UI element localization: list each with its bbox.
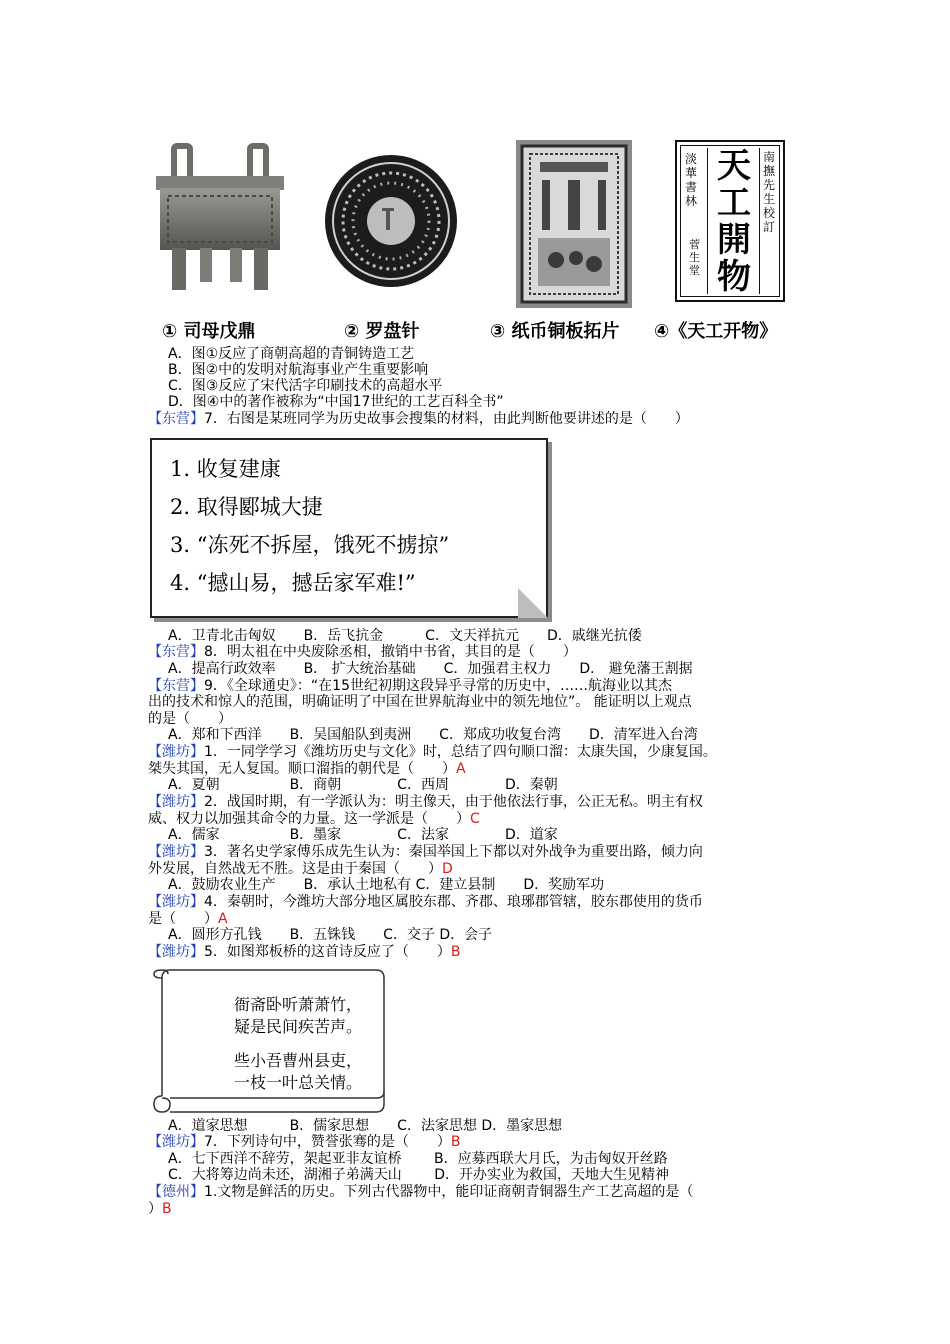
poem-line: 一枝一叶总关情。: [234, 1073, 363, 1092]
q8-stem: [148, 644, 577, 660]
question-text: 7．下列诗句中，赞誉张骞的是（ ）: [204, 1134, 451, 1150]
answer-mark: A: [456, 761, 466, 777]
q6-option-b: B．图②中的发明对航海事业产生重要影响: [168, 362, 429, 378]
yue-fei-card: [150, 438, 548, 618]
caption-1: ① 司母戊鼎: [162, 321, 256, 342]
caption-3: ③ 纸币铜板拓片: [490, 321, 620, 342]
q9-stem-cont: 的是（ ）: [148, 711, 232, 727]
source-tag: 【德州】: [148, 1184, 204, 1200]
question-text: 1.文物是鲜活的历史。下列古代器物中，能印证商朝青铜器生产工艺高超的是（: [204, 1184, 694, 1200]
poem-line: 些小吾曹州县吏，: [234, 1051, 363, 1070]
page-curl-icon: [518, 588, 548, 618]
cover-title-char: 開: [717, 220, 751, 260]
d1-stem-cont: [148, 1201, 172, 1217]
cover-center-column: 菅生堂: [689, 238, 700, 277]
answer-mark: B: [162, 1201, 172, 1217]
w4-stem-cont: [148, 911, 228, 927]
w3-stem: [148, 844, 703, 860]
banknote-rubbing-image: [516, 140, 632, 308]
source-tag: 【东营】: [148, 644, 204, 660]
question-text: 1．一同学学习《潍坊历史与文化》时，总结了四句顺口溜：太康失国，少康复国。: [204, 744, 717, 760]
q9-stem: [148, 678, 672, 694]
q9-stem-cont: 出的技术和惊人的范围，明确证明了中国在世界航海业中的领先地位”。 能证明以上观点: [148, 694, 692, 710]
w5-stem: [148, 944, 461, 960]
card-item: 3. “冻死不拆屋，饿死不掳掠”: [170, 533, 450, 557]
compass-image: [322, 152, 460, 290]
question-text: 桀失其国，无人复国。顺口溜指的朝代是（ ）: [148, 761, 456, 777]
d1-stem: [148, 1184, 693, 1200]
w2-stem-cont: [148, 811, 480, 827]
question-text: 外发展，自然战无不胜。这是由于秦国（ ）: [148, 861, 442, 877]
w2-options: A．儒家 B．墨家 C．法家 D．道家: [168, 827, 558, 843]
tiangong-kaiwu-cover: [675, 140, 785, 302]
w7-options-ab: A．七下西洋不辞劳，架起亚非友谊桥 B．应募西联大月氏，为击匈奴开丝路: [168, 1151, 668, 1167]
cover-right-column: 南撫先生校訂: [763, 150, 776, 234]
question-text: 5．如图郑板桥的这首诗反应了（ ）: [204, 944, 451, 960]
question-text: 是（ ）: [148, 911, 218, 927]
source-tag: 【潍坊】: [148, 844, 204, 860]
source-tag: 【潍坊】: [148, 944, 204, 960]
answer-mark: D: [442, 861, 453, 877]
q7-stem: [148, 411, 689, 427]
q7-options: A．卫青北击匈奴 B．岳飞抗金 C．文天祥抗元 D．戚继光抗倭: [168, 628, 642, 644]
question-text: 7．右图是某班同学为历史故事会搜集的材料，由此判断他要讲述的是（ ）: [204, 411, 689, 427]
w2-stem: [148, 794, 703, 810]
question-text: 4．秦朝时，今潍坊大部分地区属胶东郡、齐郡、琅琊郡管辖，胶东郡使用的货币: [204, 894, 703, 910]
poem-scroll: [148, 966, 388, 1114]
question-text: 8．明太祖在中央废除丞相，撤销中书省，其目的是（ ）: [204, 644, 577, 660]
poem-line: 衙斋卧听萧萧竹，: [234, 995, 363, 1014]
cover-title-char: 天: [717, 146, 751, 186]
q8-options: A．提高行政效率 B． 扩大统治基础 C．加强君主权力 D． 避免藩王割据: [168, 661, 693, 677]
source-tag: 【东营】: [148, 678, 204, 694]
source-tag: 【潍坊】: [148, 744, 204, 760]
q6-option-d: D．图④中的著作被称为“中国17世纪的工艺百科全书”: [168, 394, 504, 410]
q6-option-a: A．图①反应了商朝高超的青铜铸造工艺: [168, 346, 415, 362]
cover-title-char: 工: [717, 183, 751, 223]
w4-stem: [148, 894, 703, 910]
source-tag: 【潍坊】: [148, 1134, 204, 1150]
cover-left-column: 淡華書林: [685, 152, 698, 208]
question-text: 3．著名史学家傅乐成先生认为：秦国举国上下都以对外战争为重要出路，倾力向: [204, 844, 703, 860]
w5-options: A．道家思想 B．儒家思想 C．法家思想 D．墨家思想: [168, 1118, 563, 1134]
question-text: 9．《全球通史》：“在15世纪初期这段异乎寻常的历史中，……航海业以其杰: [204, 678, 672, 694]
source-tag: 【潍坊】: [148, 894, 204, 910]
source-tag: 【潍坊】: [148, 794, 204, 810]
ding-image: [150, 140, 290, 300]
poem-line: 疑是民间疾苦声。: [234, 1017, 363, 1036]
answer-mark: B: [450, 944, 461, 960]
w3-stem-cont: [148, 861, 453, 877]
card-item: 1. 收复建康: [170, 457, 281, 481]
answer-mark: C: [470, 811, 480, 827]
card-item: 2. 取得郾城大捷: [170, 495, 323, 519]
w1-stem: [148, 744, 717, 760]
question-text: ）: [148, 1201, 162, 1217]
card-item: 4. “撼山易，撼岳家军难!”: [170, 571, 416, 595]
q6-option-c: C．图③反应了宋代活字印刷技术的高超水平: [168, 378, 443, 394]
w4-options: A．圆形方孔钱 B．五铢钱 C．交子 D．会子: [168, 927, 493, 943]
answer-mark: A: [218, 911, 228, 927]
caption-4: ④《天工开物》: [654, 321, 778, 342]
w7-stem: [148, 1134, 461, 1150]
q9-options: A．郑和下西洋 B．吴国船队到夷洲 C．郑成功收复台湾 D．清军进入台湾: [168, 727, 698, 743]
cover-title-char: 物: [717, 257, 751, 297]
answer-mark: B: [450, 1134, 461, 1150]
cover-title: [709, 148, 759, 296]
w1-options: A．夏朝 B．商朝 C．西周 D．秦朝: [168, 777, 558, 793]
w3-options: A．鼓励农业生产 B．承认土地私有 C．建立县制 D．奖励军功: [168, 877, 605, 893]
question-text: 2．战国时期，有一学派认为：明主像天，由于他依法行事，公正无私。明主有权: [204, 794, 703, 810]
w7-options-cd: C．大将筹边尚未还，湖湘子弟满天山 D．开办实业为救国，天地大生见精神: [168, 1167, 670, 1183]
question-text: 威、权力以加强其命令的力量。这一学派是（ ）: [148, 811, 470, 827]
w1-stem-cont: [148, 761, 466, 777]
source-tag: 【东营】: [148, 411, 204, 427]
caption-2: ② 罗盘针: [344, 321, 420, 342]
